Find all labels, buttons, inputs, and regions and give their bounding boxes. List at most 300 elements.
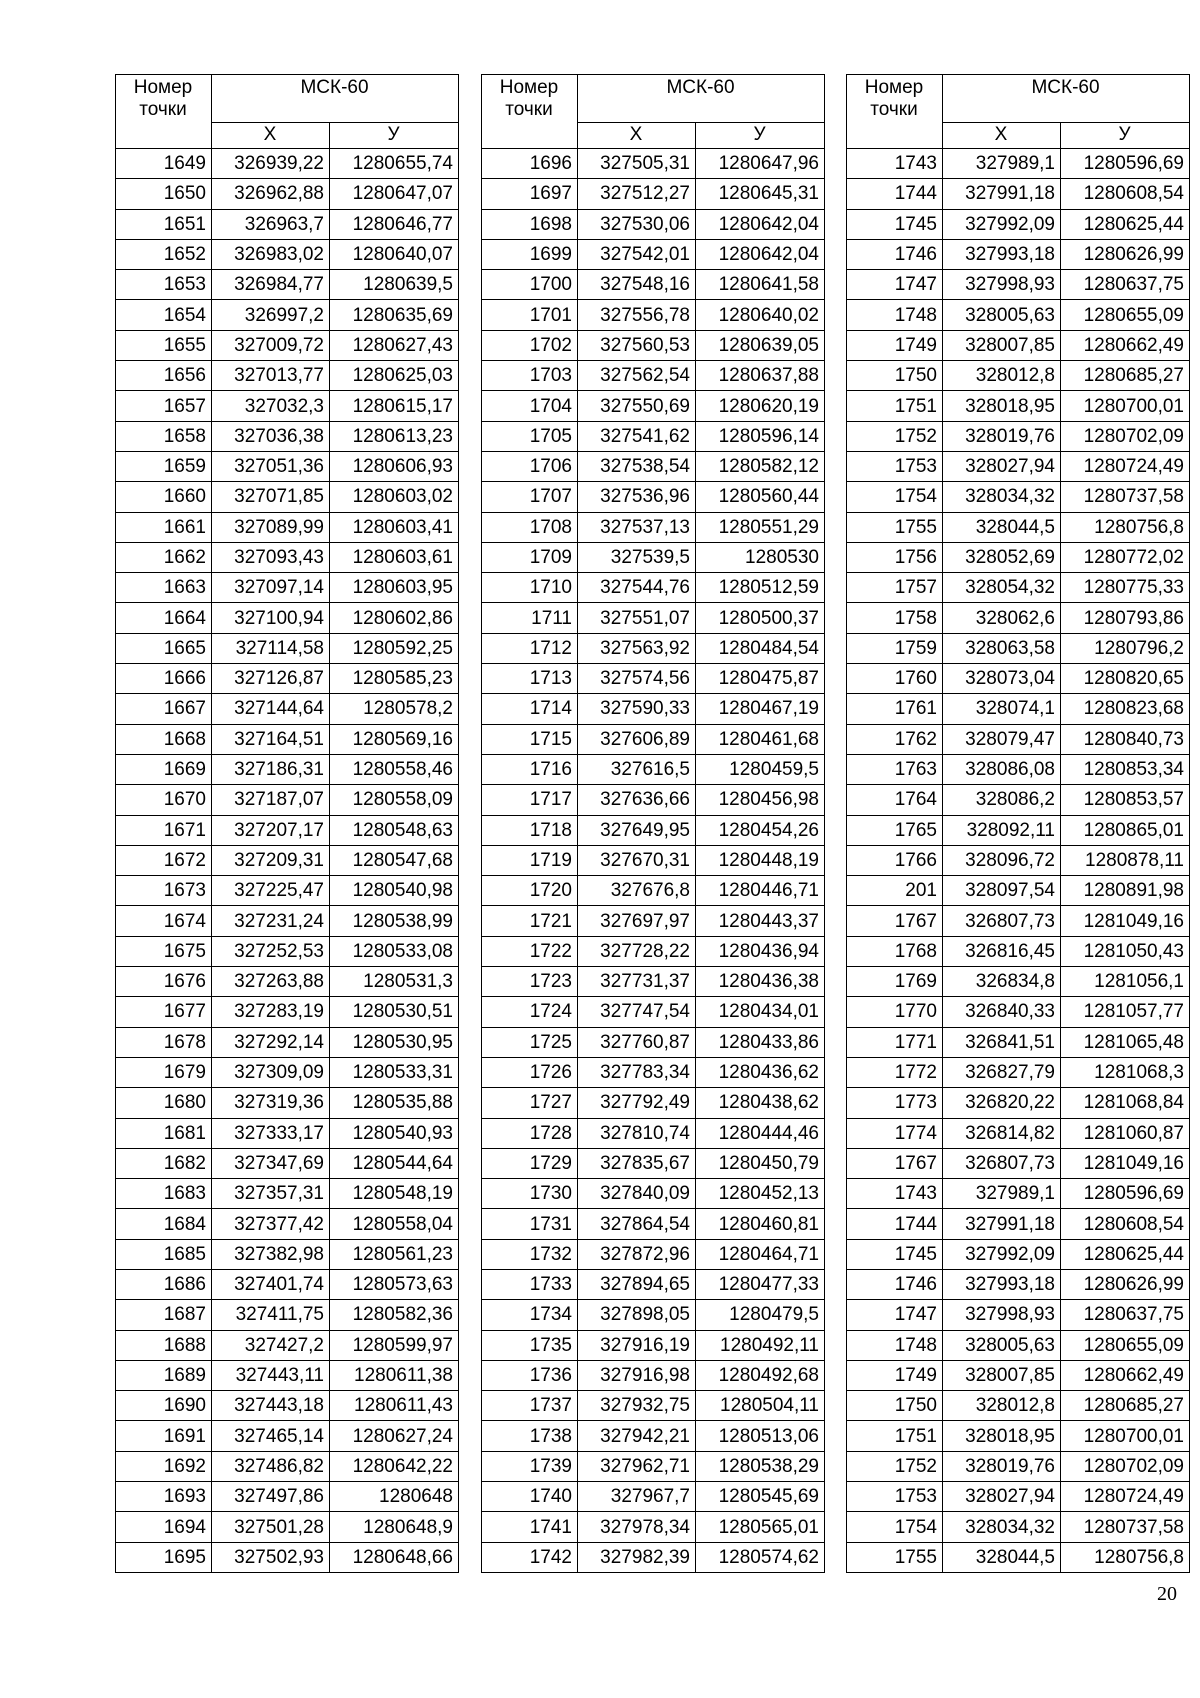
point-number-cell: 1754 [847,1512,943,1542]
y-coordinate-cell: 1280625,44 [1061,209,1190,239]
point-number-cell: 1724 [482,997,578,1027]
y-coordinate-cell: 1280737,58 [1061,1512,1190,1542]
x-coordinate-cell: 327998,93 [943,1300,1061,1330]
table-row [116,1269,459,1299]
table-row [847,1027,1190,1057]
table-row [116,664,459,694]
point-number-cell: 1689 [116,1360,212,1390]
y-coordinate-cell: 1280611,43 [330,1391,459,1421]
y-coordinate-cell: 1280438,62 [696,1088,825,1118]
point-number-cell: 1738 [482,1421,578,1451]
x-coordinate-cell: 327411,75 [212,1300,330,1330]
table-row [116,1360,459,1390]
x-coordinate-cell: 327616,5 [578,754,696,784]
y-coordinate-cell: 1280637,88 [696,361,825,391]
point-number-cell: 1732 [482,1239,578,1269]
table-row [847,664,1190,694]
table-row [116,1330,459,1360]
y-coordinate-cell: 1280648,9 [330,1512,459,1542]
x-coordinate-cell: 328063,58 [943,633,1061,663]
table-row [847,300,1190,330]
x-coordinate-cell: 328096,72 [943,845,1061,875]
point-number-cell: 1768 [847,936,943,966]
table-row [482,664,825,694]
x-coordinate-cell: 327126,87 [212,664,330,694]
point-number-cell: 1751 [847,391,943,421]
table-row [482,573,825,603]
point-number-cell: 1753 [847,1482,943,1512]
table-row [482,209,825,239]
table-row [847,997,1190,1027]
x-coordinate-cell: 327992,09 [943,1239,1061,1269]
point-number-cell: 1667 [116,694,212,724]
x-coordinate-cell: 327252,53 [212,936,330,966]
y-coordinate-cell: 1280479,5 [696,1300,825,1330]
x-coordinate-cell: 327551,07 [578,603,696,633]
x-coordinate-cell: 327465,14 [212,1421,330,1451]
point-number-cell: 1671 [116,815,212,845]
y-column-header: У [1061,122,1190,148]
x-coordinate-cell: 327443,18 [212,1391,330,1421]
x-coordinate-cell: 327864,54 [578,1209,696,1239]
point-number-cell: 1662 [116,542,212,572]
y-coordinate-cell: 1280533,08 [330,936,459,966]
x-coordinate-cell: 327872,96 [578,1239,696,1269]
point-number-cell: 1721 [482,906,578,936]
y-coordinate-cell: 1280569,16 [330,724,459,754]
point-number-cell: 1712 [482,633,578,663]
table-row [847,785,1190,815]
table-row [482,1451,825,1481]
y-coordinate-cell: 1280459,5 [696,754,825,784]
point-number-cell: 1695 [116,1542,212,1572]
point-number-cell: 1731 [482,1209,578,1239]
x-coordinate-cell: 327051,36 [212,451,330,481]
x-coordinate-cell: 328018,95 [943,391,1061,421]
table-row [482,694,825,724]
point-number-cell: 1658 [116,421,212,451]
point-number-header: Номер точки [116,75,212,149]
y-coordinate-cell: 1280724,49 [1061,1482,1190,1512]
point-number-cell: 1772 [847,1057,943,1087]
x-coordinate-cell: 327207,17 [212,815,330,845]
table-row [116,270,459,300]
table-row [116,906,459,936]
table-row [482,361,825,391]
table-row [116,724,459,754]
coordinate-system-header: МСК-60 [212,75,459,123]
x-coordinate-cell: 328012,8 [943,1391,1061,1421]
point-number-cell: 1649 [116,149,212,179]
point-number-cell: 1746 [847,239,943,269]
table-row [116,1057,459,1087]
table-row [847,1179,1190,1209]
x-coordinate-cell: 327998,93 [943,270,1061,300]
point-number-cell: 1673 [116,876,212,906]
y-coordinate-cell: 1281049,16 [1061,906,1190,936]
table-row [847,330,1190,360]
table-row [847,482,1190,512]
point-number-cell: 1718 [482,815,578,845]
table-row [482,421,825,451]
y-coordinate-cell: 1281057,77 [1061,997,1190,1027]
point-number-cell: 1698 [482,209,578,239]
point-number-cell: 1752 [847,1451,943,1481]
table-row [847,694,1190,724]
x-coordinate-cell: 328018,95 [943,1421,1061,1451]
point-number-cell: 1755 [847,512,943,542]
table-row [847,1421,1190,1451]
x-coordinate-cell: 328044,5 [943,1542,1061,1572]
point-number-cell: 1670 [116,785,212,815]
point-number-cell: 1690 [116,1391,212,1421]
point-number-cell: 1655 [116,330,212,360]
x-coordinate-cell: 328097,54 [943,876,1061,906]
point-number-cell: 1749 [847,330,943,360]
x-coordinate-cell: 327263,88 [212,967,330,997]
x-coordinate-cell: 327231,24 [212,906,330,936]
x-coordinate-cell: 327501,28 [212,1512,330,1542]
x-coordinate-cell: 328092,11 [943,815,1061,845]
x-coordinate-cell: 326840,33 [943,997,1061,1027]
table-row [482,270,825,300]
y-coordinate-cell: 1280662,49 [1061,330,1190,360]
table-row [116,876,459,906]
table-row [116,573,459,603]
x-coordinate-cell: 326827,79 [943,1057,1061,1087]
y-coordinate-cell: 1280448,19 [696,845,825,875]
x-coordinate-cell: 328034,32 [943,482,1061,512]
x-coordinate-cell: 327032,3 [212,391,330,421]
coordinates-table-3 [846,74,1190,1573]
y-coordinate-cell: 1280433,86 [696,1027,825,1057]
point-number-cell: 201 [847,876,943,906]
y-coordinate-cell: 1280573,63 [330,1269,459,1299]
x-coordinate-cell: 327443,11 [212,1360,330,1390]
table-body [116,149,459,1573]
x-coordinate-cell: 327292,14 [212,1027,330,1057]
point-number-cell: 1730 [482,1179,578,1209]
x-coordinate-cell: 327497,86 [212,1482,330,1512]
point-number-cell: 1674 [116,906,212,936]
x-coordinate-cell: 328027,94 [943,1482,1061,1512]
table-row [847,633,1190,663]
y-coordinate-cell: 1280796,2 [1061,633,1190,663]
y-coordinate-cell: 1280608,54 [1061,1209,1190,1239]
x-coordinate-cell: 327942,21 [578,1421,696,1451]
table-row [847,1209,1190,1239]
y-coordinate-cell: 1280565,01 [696,1512,825,1542]
x-coordinate-cell: 327562,54 [578,361,696,391]
point-number-cell: 1657 [116,391,212,421]
table-row [116,451,459,481]
y-coordinate-cell: 1280461,68 [696,724,825,754]
table-row [116,482,459,512]
point-number-cell: 1726 [482,1057,578,1087]
x-coordinate-cell: 328073,04 [943,664,1061,694]
table-row [847,1057,1190,1087]
point-number-cell: 1669 [116,754,212,784]
point-number-cell: 1729 [482,1148,578,1178]
y-coordinate-cell: 1280596,69 [1061,1179,1190,1209]
y-coordinate-cell: 1280436,94 [696,936,825,966]
x-coordinate-cell: 328054,32 [943,573,1061,603]
y-coordinate-cell: 1280642,04 [696,239,825,269]
x-coordinate-cell: 327989,1 [943,1179,1061,1209]
table-row [116,1209,459,1239]
point-number-cell: 1708 [482,512,578,542]
table-row [116,633,459,663]
x-coordinate-cell: 327967,7 [578,1482,696,1512]
point-number-cell: 1702 [482,330,578,360]
y-coordinate-cell: 1280452,13 [696,1179,825,1209]
table-row [847,603,1190,633]
y-coordinate-cell: 1280637,75 [1061,270,1190,300]
point-number-cell: 1759 [847,633,943,663]
y-column-header: У [330,122,459,148]
x-coordinate-cell: 328044,5 [943,512,1061,542]
x-coordinate-cell: 327840,09 [578,1179,696,1209]
point-number-cell: 1676 [116,967,212,997]
x-coordinate-cell: 327071,85 [212,482,330,512]
table-row [116,1482,459,1512]
table-row [847,1482,1190,1512]
y-coordinate-cell: 1280436,38 [696,967,825,997]
x-coordinate-cell: 328074,1 [943,694,1061,724]
point-number-cell: 1766 [847,845,943,875]
table-row [116,1391,459,1421]
y-coordinate-cell: 1280642,04 [696,209,825,239]
point-number-cell: 1725 [482,1027,578,1057]
table-row [116,785,459,815]
y-coordinate-cell: 1280585,23 [330,664,459,694]
x-coordinate-cell: 328086,2 [943,785,1061,815]
x-coordinate-cell: 327670,31 [578,845,696,875]
coordinate-system-header: МСК-60 [578,75,825,123]
point-number-cell: 1773 [847,1088,943,1118]
point-number-cell: 1720 [482,876,578,906]
y-coordinate-cell: 1280637,75 [1061,1300,1190,1330]
y-coordinate-cell: 1281068,3 [1061,1057,1190,1087]
point-number-cell: 1761 [847,694,943,724]
table-row [116,1542,459,1572]
point-number-cell: 1703 [482,361,578,391]
y-coordinate-cell: 1280700,01 [1061,1421,1190,1451]
x-coordinate-cell: 327991,18 [943,1209,1061,1239]
y-coordinate-cell: 1280702,09 [1061,1451,1190,1481]
coordinates-table-1 [115,74,459,1573]
x-coordinate-cell: 327114,58 [212,633,330,663]
point-number-cell: 1697 [482,179,578,209]
x-coordinate-cell: 327093,43 [212,542,330,572]
y-coordinate-cell: 1280655,09 [1061,300,1190,330]
x-coordinate-cell: 327916,98 [578,1360,696,1390]
x-coordinate-cell: 327636,66 [578,785,696,815]
point-number-cell: 1704 [482,391,578,421]
y-coordinate-cell: 1280460,81 [696,1209,825,1239]
y-coordinate-cell: 1280603,61 [330,542,459,572]
table-row [847,724,1190,754]
point-number-cell: 1706 [482,451,578,481]
x-coordinate-cell: 326834,8 [943,967,1061,997]
y-coordinate-cell: 1280702,09 [1061,421,1190,451]
table-row [116,754,459,784]
y-coordinate-cell: 1281060,87 [1061,1118,1190,1148]
table-row [482,1027,825,1057]
y-coordinate-cell: 1280640,02 [696,300,825,330]
y-coordinate-cell: 1280823,68 [1061,694,1190,724]
table-row [482,1300,825,1330]
point-number-cell: 1746 [847,1269,943,1299]
table-row [847,1088,1190,1118]
x-coordinate-cell: 327502,93 [212,1542,330,1572]
point-number-cell: 1750 [847,361,943,391]
table-row [482,1088,825,1118]
x-coordinate-cell: 327989,1 [943,149,1061,179]
table-row [482,1148,825,1178]
table-row [847,1118,1190,1148]
x-coordinate-cell: 327512,27 [578,179,696,209]
x-coordinate-cell: 328027,94 [943,451,1061,481]
table-row [847,179,1190,209]
point-number-header: Номер точки [482,75,578,149]
x-coordinate-cell: 327548,16 [578,270,696,300]
y-coordinate-cell: 1280548,19 [330,1179,459,1209]
point-number-cell: 1710 [482,573,578,603]
y-coordinate-cell: 1280513,06 [696,1421,825,1451]
x-coordinate-cell: 327225,47 [212,876,330,906]
point-number-cell: 1654 [116,300,212,330]
point-number-cell: 1734 [482,1300,578,1330]
point-number-cell: 1727 [482,1088,578,1118]
x-coordinate-cell: 328052,69 [943,542,1061,572]
y-coordinate-cell: 1280477,33 [696,1269,825,1299]
x-coordinate-cell: 327357,31 [212,1179,330,1209]
y-coordinate-cell: 1281068,84 [1061,1088,1190,1118]
point-number-cell: 1744 [847,179,943,209]
table-row [482,906,825,936]
table-row [116,542,459,572]
coordinate-system-header: МСК-60 [943,75,1190,123]
point-number-cell: 1693 [116,1482,212,1512]
x-coordinate-cell: 327538,54 [578,451,696,481]
x-coordinate-cell: 327539,5 [578,542,696,572]
table-row [116,997,459,1027]
point-number-cell: 1694 [116,1512,212,1542]
point-number-cell: 1748 [847,300,943,330]
table-row [116,300,459,330]
table-row [847,149,1190,179]
y-coordinate-cell: 1280613,23 [330,421,459,451]
table-row [482,300,825,330]
y-coordinate-cell: 1280574,62 [696,1542,825,1572]
point-number-cell: 1686 [116,1269,212,1299]
point-number-cell: 1651 [116,209,212,239]
y-coordinate-cell: 1280548,63 [330,815,459,845]
table-row [116,603,459,633]
x-coordinate-cell: 327144,64 [212,694,330,724]
y-coordinate-cell: 1280627,43 [330,330,459,360]
point-number-cell: 1681 [116,1118,212,1148]
y-coordinate-cell: 1281049,16 [1061,1148,1190,1178]
y-coordinate-cell: 1280538,99 [330,906,459,936]
y-coordinate-cell: 1280635,69 [330,300,459,330]
x-coordinate-cell: 326997,2 [212,300,330,330]
point-number-cell: 1679 [116,1057,212,1087]
x-coordinate-cell: 327898,05 [578,1300,696,1330]
y-coordinate-cell: 1280840,73 [1061,724,1190,754]
point-number-cell: 1650 [116,179,212,209]
point-number-cell: 1711 [482,603,578,633]
table-row [116,1421,459,1451]
y-coordinate-cell: 1280603,02 [330,482,459,512]
x-coordinate-cell: 327563,92 [578,633,696,663]
x-coordinate-cell: 327401,74 [212,1269,330,1299]
x-coordinate-cell: 327187,07 [212,785,330,815]
table-row [482,1057,825,1087]
point-number-cell: 1764 [847,785,943,815]
x-coordinate-cell: 327541,62 [578,421,696,451]
point-number-cell: 1683 [116,1179,212,1209]
y-coordinate-cell: 1280606,93 [330,451,459,481]
table-row [847,421,1190,451]
table-row [847,754,1190,784]
table-row [482,785,825,815]
x-coordinate-cell: 327186,31 [212,754,330,784]
x-coordinate-cell: 327810,74 [578,1118,696,1148]
table-row [847,815,1190,845]
x-coordinate-cell: 327560,53 [578,330,696,360]
table-row [847,361,1190,391]
y-coordinate-cell: 1280582,12 [696,451,825,481]
point-number-cell: 1742 [482,1542,578,1572]
x-coordinate-cell: 327728,22 [578,936,696,966]
x-coordinate-cell: 328079,47 [943,724,1061,754]
x-coordinate-cell: 328012,8 [943,361,1061,391]
table-row [482,997,825,1027]
y-coordinate-cell: 1280685,27 [1061,1391,1190,1421]
y-coordinate-cell: 1280443,37 [696,906,825,936]
point-number-cell: 1753 [847,451,943,481]
x-coordinate-cell: 327550,69 [578,391,696,421]
y-coordinate-cell: 1280561,23 [330,1239,459,1269]
point-number-cell: 1774 [847,1118,943,1148]
y-coordinate-cell: 1280853,34 [1061,754,1190,784]
x-coordinate-cell: 327747,54 [578,997,696,1027]
table-row [847,845,1190,875]
y-coordinate-cell: 1280625,03 [330,361,459,391]
y-coordinate-cell: 1280492,68 [696,1360,825,1390]
y-coordinate-cell: 1280446,71 [696,876,825,906]
y-coordinate-cell: 1280648 [330,1482,459,1512]
point-number-cell: 1714 [482,694,578,724]
x-coordinate-cell: 327760,87 [578,1027,696,1057]
y-coordinate-cell: 1280640,07 [330,239,459,269]
y-coordinate-cell: 1280603,95 [330,573,459,603]
y-coordinate-cell: 1280538,29 [696,1451,825,1481]
x-coordinate-cell: 327100,94 [212,603,330,633]
table-row [482,724,825,754]
point-number-cell: 1758 [847,603,943,633]
point-number-cell: 1751 [847,1421,943,1451]
point-number-cell: 1760 [847,664,943,694]
point-number-cell: 1750 [847,1391,943,1421]
table-row [482,1179,825,1209]
table-row [847,1269,1190,1299]
point-number-cell: 1678 [116,1027,212,1057]
point-number-cell: 1722 [482,936,578,966]
x-coordinate-cell: 327991,18 [943,179,1061,209]
